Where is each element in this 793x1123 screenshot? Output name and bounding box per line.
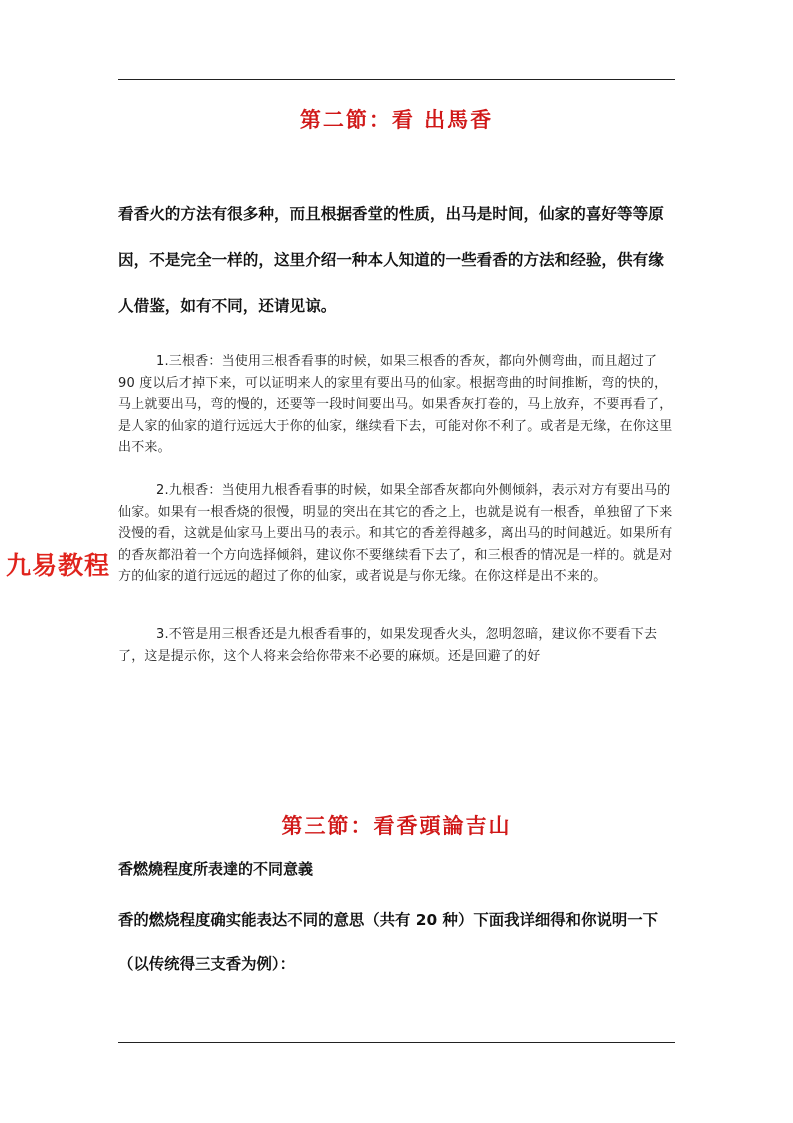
method-item-1-text: 1.三根香：当使用三根香看事的时候，如果三根香的香灰，都向外侧弯曲，而且超过了 90 度以后才掉下来，可以证明来人的家里有要出马的仙家。根据弯曲的时间推断，弯的快的，马上就要出马，弯的慢的，还要等一段时间要出马。如果香灰打卷的，马上放弃，不要再看了，是人家的仙家的道行远远大于你的仙家，继续看下去，可能对你不利了。或者是无缘，在你这里出不来。 <box>118 354 673 455</box>
method-item-2 <box>118 480 678 588</box>
section-2-heading: 第二節：看 出馬香 <box>299 107 494 132</box>
method-item-3-text: 3.不管是用三根香还是九根香看事的，如果发现香火头，忽明忽暗，建议你不要看下去了，这是提示你，这个人将来会给你带来不必要的麻烦。还是回避了的好 <box>118 627 658 664</box>
method-item-2-text: 2.九根香：当使用九根香看事的时候，如果全部香灰都向外侧倾斜，表示对方有要出马的仙家。如果有一根香烧的很慢，明显的突出在其它的香之上，也就是说有一根香，单独留了下来没慢的看，这就是仙家马上要出马的表示。和其它的香差得越多，离出马的时间越近。如果所有的香灰都沿着一个方向选择倾斜，建议你不要继续看下去了，和三根香的情况是一样的。就是对方的仙家的道行远远的超过了你的仙家，或者说是与你无缘。在你这样是出不来的。 <box>118 483 673 584</box>
section-2-intro: 看香火的方法有很多种，而且根据香堂的性质，出马是时间，仙家的喜好等等原因，不是完全一样的，这里介绍一种本人知道的一些看香的方法和经验，供有缘人借鉴，如有不同，还请见谅。 <box>118 205 664 315</box>
bottom-rule <box>118 1042 675 1043</box>
section-3-subtitle: 香燃燒程度所表達的不同意義 <box>118 860 314 878</box>
method-item-1 <box>118 351 678 459</box>
section-3-body: 香的燃烧程度确实能表达不同的意思（共有 20 种）下面我详细得和你说明一下（以传统得三支香为例）： <box>118 911 659 973</box>
method-item-3 <box>118 624 678 667</box>
section-3-heading: 第三節：看香頭論吉山 <box>281 813 512 838</box>
watermark-logo: 九易教程 <box>6 551 111 580</box>
top-rule <box>118 79 675 80</box>
